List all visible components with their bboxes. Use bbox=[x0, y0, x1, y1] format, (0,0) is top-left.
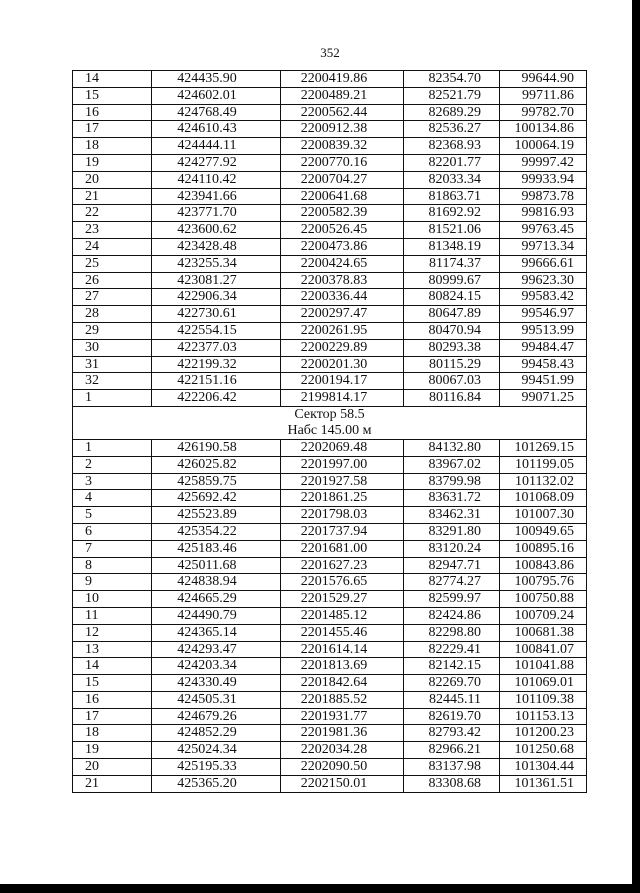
coord-x-cell: 424435.90 bbox=[152, 71, 281, 88]
table-row bbox=[73, 624, 587, 641]
coordinates-table bbox=[72, 70, 587, 793]
coord-y-cell: 2200378.83 bbox=[281, 272, 404, 289]
coord-x-cell: 425692.42 bbox=[152, 490, 281, 507]
local-x-cell: 80115.29 bbox=[404, 356, 500, 373]
coord-x-cell: 424665.29 bbox=[152, 591, 281, 608]
table-row bbox=[73, 540, 587, 557]
coord-x-cell: 425859.75 bbox=[152, 473, 281, 490]
table-row bbox=[73, 759, 587, 776]
point-number-cell: 20 bbox=[73, 171, 152, 188]
local-x-cell: 82947.71 bbox=[404, 557, 500, 574]
table-row bbox=[73, 87, 587, 104]
point-number-cell: 18 bbox=[73, 725, 152, 742]
local-x-cell: 82445.11 bbox=[404, 691, 500, 708]
coord-x-cell: 425011.68 bbox=[152, 557, 281, 574]
coord-y-cell: 2200297.47 bbox=[281, 306, 404, 323]
coord-y-cell: 2200770.16 bbox=[281, 154, 404, 171]
coord-y-cell: 2200489.21 bbox=[281, 87, 404, 104]
coord-x-cell: 424203.34 bbox=[152, 658, 281, 675]
local-x-cell: 80999.67 bbox=[404, 272, 500, 289]
local-y-cell: 99451.99 bbox=[500, 373, 587, 390]
local-y-cell: 101200.23 bbox=[500, 725, 587, 742]
local-y-cell: 99644.90 bbox=[500, 71, 587, 88]
point-number-cell: 8 bbox=[73, 557, 152, 574]
point-number-cell: 16 bbox=[73, 691, 152, 708]
coord-x-cell: 423941.66 bbox=[152, 188, 281, 205]
local-y-cell: 100681.38 bbox=[500, 624, 587, 641]
table-row bbox=[73, 205, 587, 222]
local-x-cell: 84132.80 bbox=[404, 439, 500, 456]
local-x-cell: 83462.31 bbox=[404, 507, 500, 524]
point-number-cell: 15 bbox=[73, 675, 152, 692]
point-number-cell: 20 bbox=[73, 759, 152, 776]
local-y-cell: 99666.61 bbox=[500, 255, 587, 272]
coord-y-cell: 2201927.58 bbox=[281, 473, 404, 490]
local-y-cell: 100843.86 bbox=[500, 557, 587, 574]
local-y-cell: 101069.01 bbox=[500, 675, 587, 692]
table-row bbox=[73, 222, 587, 239]
table-row bbox=[73, 121, 587, 138]
local-y-cell: 99997.42 bbox=[500, 154, 587, 171]
local-x-cell: 80116.84 bbox=[404, 390, 500, 407]
local-x-cell: 80824.15 bbox=[404, 289, 500, 306]
table-row bbox=[73, 188, 587, 205]
local-x-cell: 82424.86 bbox=[404, 607, 500, 624]
coord-y-cell: 2200526.45 bbox=[281, 222, 404, 239]
local-x-cell: 80647.89 bbox=[404, 306, 500, 323]
table-row bbox=[73, 272, 587, 289]
table-body-section-b bbox=[73, 439, 587, 792]
local-x-cell: 82774.27 bbox=[404, 574, 500, 591]
coord-y-cell: 2202069.48 bbox=[281, 439, 404, 456]
table-row bbox=[73, 138, 587, 155]
point-number-cell: 21 bbox=[73, 188, 152, 205]
coord-x-cell: 423081.27 bbox=[152, 272, 281, 289]
section-subtitle: Набс 145.00 м bbox=[73, 423, 587, 440]
table-row bbox=[73, 507, 587, 524]
point-number-cell: 14 bbox=[73, 71, 152, 88]
coord-x-cell: 424490.79 bbox=[152, 607, 281, 624]
local-x-cell: 82619.70 bbox=[404, 708, 500, 725]
table-row bbox=[73, 322, 587, 339]
table-row bbox=[73, 289, 587, 306]
point-number-cell: 17 bbox=[73, 121, 152, 138]
local-y-cell: 99763.45 bbox=[500, 222, 587, 239]
point-number-cell: 19 bbox=[73, 742, 152, 759]
point-number-cell: 28 bbox=[73, 306, 152, 323]
table-row bbox=[73, 255, 587, 272]
point-number-cell: 4 bbox=[73, 490, 152, 507]
local-y-cell: 99546.97 bbox=[500, 306, 587, 323]
coord-y-cell: 2200839.32 bbox=[281, 138, 404, 155]
point-number-cell: 12 bbox=[73, 624, 152, 641]
coord-y-cell: 2201681.00 bbox=[281, 540, 404, 557]
table-row bbox=[73, 154, 587, 171]
coord-x-cell: 424838.94 bbox=[152, 574, 281, 591]
coord-x-cell: 422206.42 bbox=[152, 390, 281, 407]
table-row bbox=[73, 306, 587, 323]
coord-y-cell: 2200419.86 bbox=[281, 71, 404, 88]
table-row bbox=[73, 373, 587, 390]
coord-x-cell: 424365.14 bbox=[152, 624, 281, 641]
coord-y-cell: 2201981.36 bbox=[281, 725, 404, 742]
local-y-cell: 101250.68 bbox=[500, 742, 587, 759]
point-number-cell: 17 bbox=[73, 708, 152, 725]
local-y-cell: 101304.44 bbox=[500, 759, 587, 776]
coord-x-cell: 425183.46 bbox=[152, 540, 281, 557]
local-y-cell: 99623.30 bbox=[500, 272, 587, 289]
local-x-cell: 81174.37 bbox=[404, 255, 500, 272]
coord-y-cell: 2201931.77 bbox=[281, 708, 404, 725]
coord-y-cell: 2199814.17 bbox=[281, 390, 404, 407]
point-number-cell: 11 bbox=[73, 607, 152, 624]
local-x-cell: 82599.97 bbox=[404, 591, 500, 608]
table-row bbox=[73, 104, 587, 121]
coord-y-cell: 2201576.65 bbox=[281, 574, 404, 591]
table-row bbox=[73, 775, 587, 792]
point-number-cell: 29 bbox=[73, 322, 152, 339]
point-number-cell: 24 bbox=[73, 238, 152, 255]
local-y-cell: 101041.88 bbox=[500, 658, 587, 675]
table-row bbox=[73, 390, 587, 407]
point-number-cell: 19 bbox=[73, 154, 152, 171]
local-x-cell: 81348.19 bbox=[404, 238, 500, 255]
local-y-cell: 100134.86 bbox=[500, 121, 587, 138]
coord-x-cell: 424505.31 bbox=[152, 691, 281, 708]
point-number-cell: 13 bbox=[73, 641, 152, 658]
local-x-cell: 83308.68 bbox=[404, 775, 500, 792]
local-y-cell: 99711.86 bbox=[500, 87, 587, 104]
local-x-cell: 82793.42 bbox=[404, 725, 500, 742]
table-row bbox=[73, 742, 587, 759]
coord-y-cell: 2201529.27 bbox=[281, 591, 404, 608]
coord-y-cell: 2201485.12 bbox=[281, 607, 404, 624]
table-row bbox=[73, 725, 587, 742]
point-number-cell: 23 bbox=[73, 222, 152, 239]
table-row bbox=[73, 523, 587, 540]
local-x-cell: 83967.02 bbox=[404, 456, 500, 473]
table-row bbox=[73, 171, 587, 188]
coord-x-cell: 422151.16 bbox=[152, 373, 281, 390]
local-x-cell: 82142.15 bbox=[404, 658, 500, 675]
local-x-cell: 82368.93 bbox=[404, 138, 500, 155]
local-y-cell: 101132.02 bbox=[500, 473, 587, 490]
coord-y-cell: 2200201.30 bbox=[281, 356, 404, 373]
local-x-cell: 80470.94 bbox=[404, 322, 500, 339]
local-y-cell: 101361.51 bbox=[500, 775, 587, 792]
local-y-cell: 100895.16 bbox=[500, 540, 587, 557]
coord-y-cell: 2200261.95 bbox=[281, 322, 404, 339]
point-number-cell: 5 bbox=[73, 507, 152, 524]
local-x-cell: 81692.92 bbox=[404, 205, 500, 222]
local-x-cell: 83120.24 bbox=[404, 540, 500, 557]
point-number-cell: 16 bbox=[73, 104, 152, 121]
table-row bbox=[73, 641, 587, 658]
coord-y-cell: 2200582.39 bbox=[281, 205, 404, 222]
point-number-cell: 6 bbox=[73, 523, 152, 540]
local-y-cell: 100064.19 bbox=[500, 138, 587, 155]
table-row bbox=[73, 490, 587, 507]
coord-y-cell: 2200336.44 bbox=[281, 289, 404, 306]
local-x-cell: 82201.77 bbox=[404, 154, 500, 171]
point-number-cell: 18 bbox=[73, 138, 152, 155]
table-row bbox=[73, 473, 587, 490]
point-number-cell: 15 bbox=[73, 87, 152, 104]
coord-y-cell: 2201798.03 bbox=[281, 507, 404, 524]
local-y-cell: 101007.30 bbox=[500, 507, 587, 524]
local-y-cell: 101109.38 bbox=[500, 691, 587, 708]
coord-x-cell: 422377.03 bbox=[152, 339, 281, 356]
coord-x-cell: 424768.49 bbox=[152, 104, 281, 121]
coord-y-cell: 2200562.44 bbox=[281, 104, 404, 121]
local-y-cell: 99458.43 bbox=[500, 356, 587, 373]
local-y-cell: 99713.34 bbox=[500, 238, 587, 255]
coord-y-cell: 2201737.94 bbox=[281, 523, 404, 540]
coord-y-cell: 2201455.46 bbox=[281, 624, 404, 641]
table-row bbox=[73, 691, 587, 708]
point-number-cell: 25 bbox=[73, 255, 152, 272]
section-title: Сектор 58.5 bbox=[73, 406, 587, 423]
point-number-cell: 9 bbox=[73, 574, 152, 591]
local-x-cell: 82269.70 bbox=[404, 675, 500, 692]
local-y-cell: 100949.65 bbox=[500, 523, 587, 540]
coord-y-cell: 2201813.69 bbox=[281, 658, 404, 675]
local-y-cell: 99816.93 bbox=[500, 205, 587, 222]
local-x-cell: 83631.72 bbox=[404, 490, 500, 507]
point-number-cell: 21 bbox=[73, 775, 152, 792]
local-x-cell: 82229.41 bbox=[404, 641, 500, 658]
table-row bbox=[73, 658, 587, 675]
coord-x-cell: 425523.89 bbox=[152, 507, 281, 524]
coord-x-cell: 422906.34 bbox=[152, 289, 281, 306]
local-x-cell: 82298.80 bbox=[404, 624, 500, 641]
local-x-cell: 82966.21 bbox=[404, 742, 500, 759]
point-number-cell: 30 bbox=[73, 339, 152, 356]
table-row bbox=[73, 456, 587, 473]
coord-y-cell: 2201627.23 bbox=[281, 557, 404, 574]
local-x-cell: 80067.03 bbox=[404, 373, 500, 390]
local-y-cell: 100841.07 bbox=[500, 641, 587, 658]
coord-y-cell: 2202034.28 bbox=[281, 742, 404, 759]
coord-y-cell: 2200229.89 bbox=[281, 339, 404, 356]
coord-y-cell: 2202090.50 bbox=[281, 759, 404, 776]
point-number-cell: 27 bbox=[73, 289, 152, 306]
local-x-cell: 82354.70 bbox=[404, 71, 500, 88]
point-number-cell: 7 bbox=[73, 540, 152, 557]
local-x-cell: 82521.79 bbox=[404, 87, 500, 104]
table-row bbox=[73, 71, 587, 88]
coord-y-cell: 2202150.01 bbox=[281, 775, 404, 792]
coord-x-cell: 426190.58 bbox=[152, 439, 281, 456]
section-header bbox=[73, 406, 587, 439]
point-number-cell: 14 bbox=[73, 658, 152, 675]
local-y-cell: 101068.09 bbox=[500, 490, 587, 507]
local-x-cell: 83291.80 bbox=[404, 523, 500, 540]
coord-y-cell: 2200704.27 bbox=[281, 171, 404, 188]
coord-y-cell: 2200473.86 bbox=[281, 238, 404, 255]
coord-x-cell: 424110.42 bbox=[152, 171, 281, 188]
coord-y-cell: 2201842.64 bbox=[281, 675, 404, 692]
point-number-cell: 32 bbox=[73, 373, 152, 390]
local-y-cell: 101199.05 bbox=[500, 456, 587, 473]
coord-x-cell: 425365.20 bbox=[152, 775, 281, 792]
coord-x-cell: 425024.34 bbox=[152, 742, 281, 759]
coord-y-cell: 2200194.17 bbox=[281, 373, 404, 390]
local-x-cell: 81521.06 bbox=[404, 222, 500, 239]
point-number-cell: 1 bbox=[73, 439, 152, 456]
coord-x-cell: 424852.29 bbox=[152, 725, 281, 742]
table-row bbox=[73, 439, 587, 456]
point-number-cell: 10 bbox=[73, 591, 152, 608]
table-row bbox=[73, 557, 587, 574]
coord-x-cell: 424602.01 bbox=[152, 87, 281, 104]
coord-x-cell: 424330.49 bbox=[152, 675, 281, 692]
table-row bbox=[73, 238, 587, 255]
table-row bbox=[73, 339, 587, 356]
local-y-cell: 100795.76 bbox=[500, 574, 587, 591]
coord-x-cell: 424277.92 bbox=[152, 154, 281, 171]
local-y-cell: 100750.88 bbox=[500, 591, 587, 608]
local-y-cell: 99513.99 bbox=[500, 322, 587, 339]
coord-x-cell: 423255.34 bbox=[152, 255, 281, 272]
coord-x-cell: 423771.70 bbox=[152, 205, 281, 222]
point-number-cell: 22 bbox=[73, 205, 152, 222]
coord-x-cell: 425354.22 bbox=[152, 523, 281, 540]
local-x-cell: 82033.34 bbox=[404, 171, 500, 188]
coord-y-cell: 2201614.14 bbox=[281, 641, 404, 658]
coord-x-cell: 425195.33 bbox=[152, 759, 281, 776]
coord-x-cell: 422554.15 bbox=[152, 322, 281, 339]
coord-x-cell: 426025.82 bbox=[152, 456, 281, 473]
coord-x-cell: 424293.47 bbox=[152, 641, 281, 658]
table-row bbox=[73, 574, 587, 591]
coord-y-cell: 2200912.38 bbox=[281, 121, 404, 138]
coord-y-cell: 2200641.68 bbox=[281, 188, 404, 205]
coord-x-cell: 424444.11 bbox=[152, 138, 281, 155]
table-row bbox=[73, 591, 587, 608]
local-y-cell: 101269.15 bbox=[500, 439, 587, 456]
coord-x-cell: 422199.32 bbox=[152, 356, 281, 373]
coord-x-cell: 423600.62 bbox=[152, 222, 281, 239]
coord-y-cell: 2200424.65 bbox=[281, 255, 404, 272]
page-number: 352 bbox=[320, 45, 340, 60]
point-number-cell: 31 bbox=[73, 356, 152, 373]
local-y-cell: 99873.78 bbox=[500, 188, 587, 205]
local-y-cell: 101153.13 bbox=[500, 708, 587, 725]
point-number-cell: 1 bbox=[73, 390, 152, 407]
coord-y-cell: 2201861.25 bbox=[281, 490, 404, 507]
local-x-cell: 83799.98 bbox=[404, 473, 500, 490]
coord-x-cell: 424679.26 bbox=[152, 708, 281, 725]
table-row bbox=[73, 607, 587, 624]
table-body-section-a bbox=[73, 71, 587, 407]
coord-x-cell: 423428.48 bbox=[152, 238, 281, 255]
coord-x-cell: 424610.43 bbox=[152, 121, 281, 138]
local-x-cell: 83137.98 bbox=[404, 759, 500, 776]
coord-y-cell: 2201885.52 bbox=[281, 691, 404, 708]
local-y-cell: 99484.47 bbox=[500, 339, 587, 356]
table-row bbox=[73, 356, 587, 373]
coord-y-cell: 2201997.00 bbox=[281, 456, 404, 473]
point-number-cell: 2 bbox=[73, 456, 152, 473]
local-x-cell: 82536.27 bbox=[404, 121, 500, 138]
local-y-cell: 99933.94 bbox=[500, 171, 587, 188]
local-y-cell: 99782.70 bbox=[500, 104, 587, 121]
local-x-cell: 80293.38 bbox=[404, 339, 500, 356]
point-number-cell: 26 bbox=[73, 272, 152, 289]
local-x-cell: 81863.71 bbox=[404, 188, 500, 205]
point-number-cell: 3 bbox=[73, 473, 152, 490]
local-x-cell: 82689.29 bbox=[404, 104, 500, 121]
table-row bbox=[73, 708, 587, 725]
local-y-cell: 100709.24 bbox=[500, 607, 587, 624]
coord-x-cell: 422730.61 bbox=[152, 306, 281, 323]
table-row bbox=[73, 675, 587, 692]
local-y-cell: 99071.25 bbox=[500, 390, 587, 407]
local-y-cell: 99583.42 bbox=[500, 289, 587, 306]
